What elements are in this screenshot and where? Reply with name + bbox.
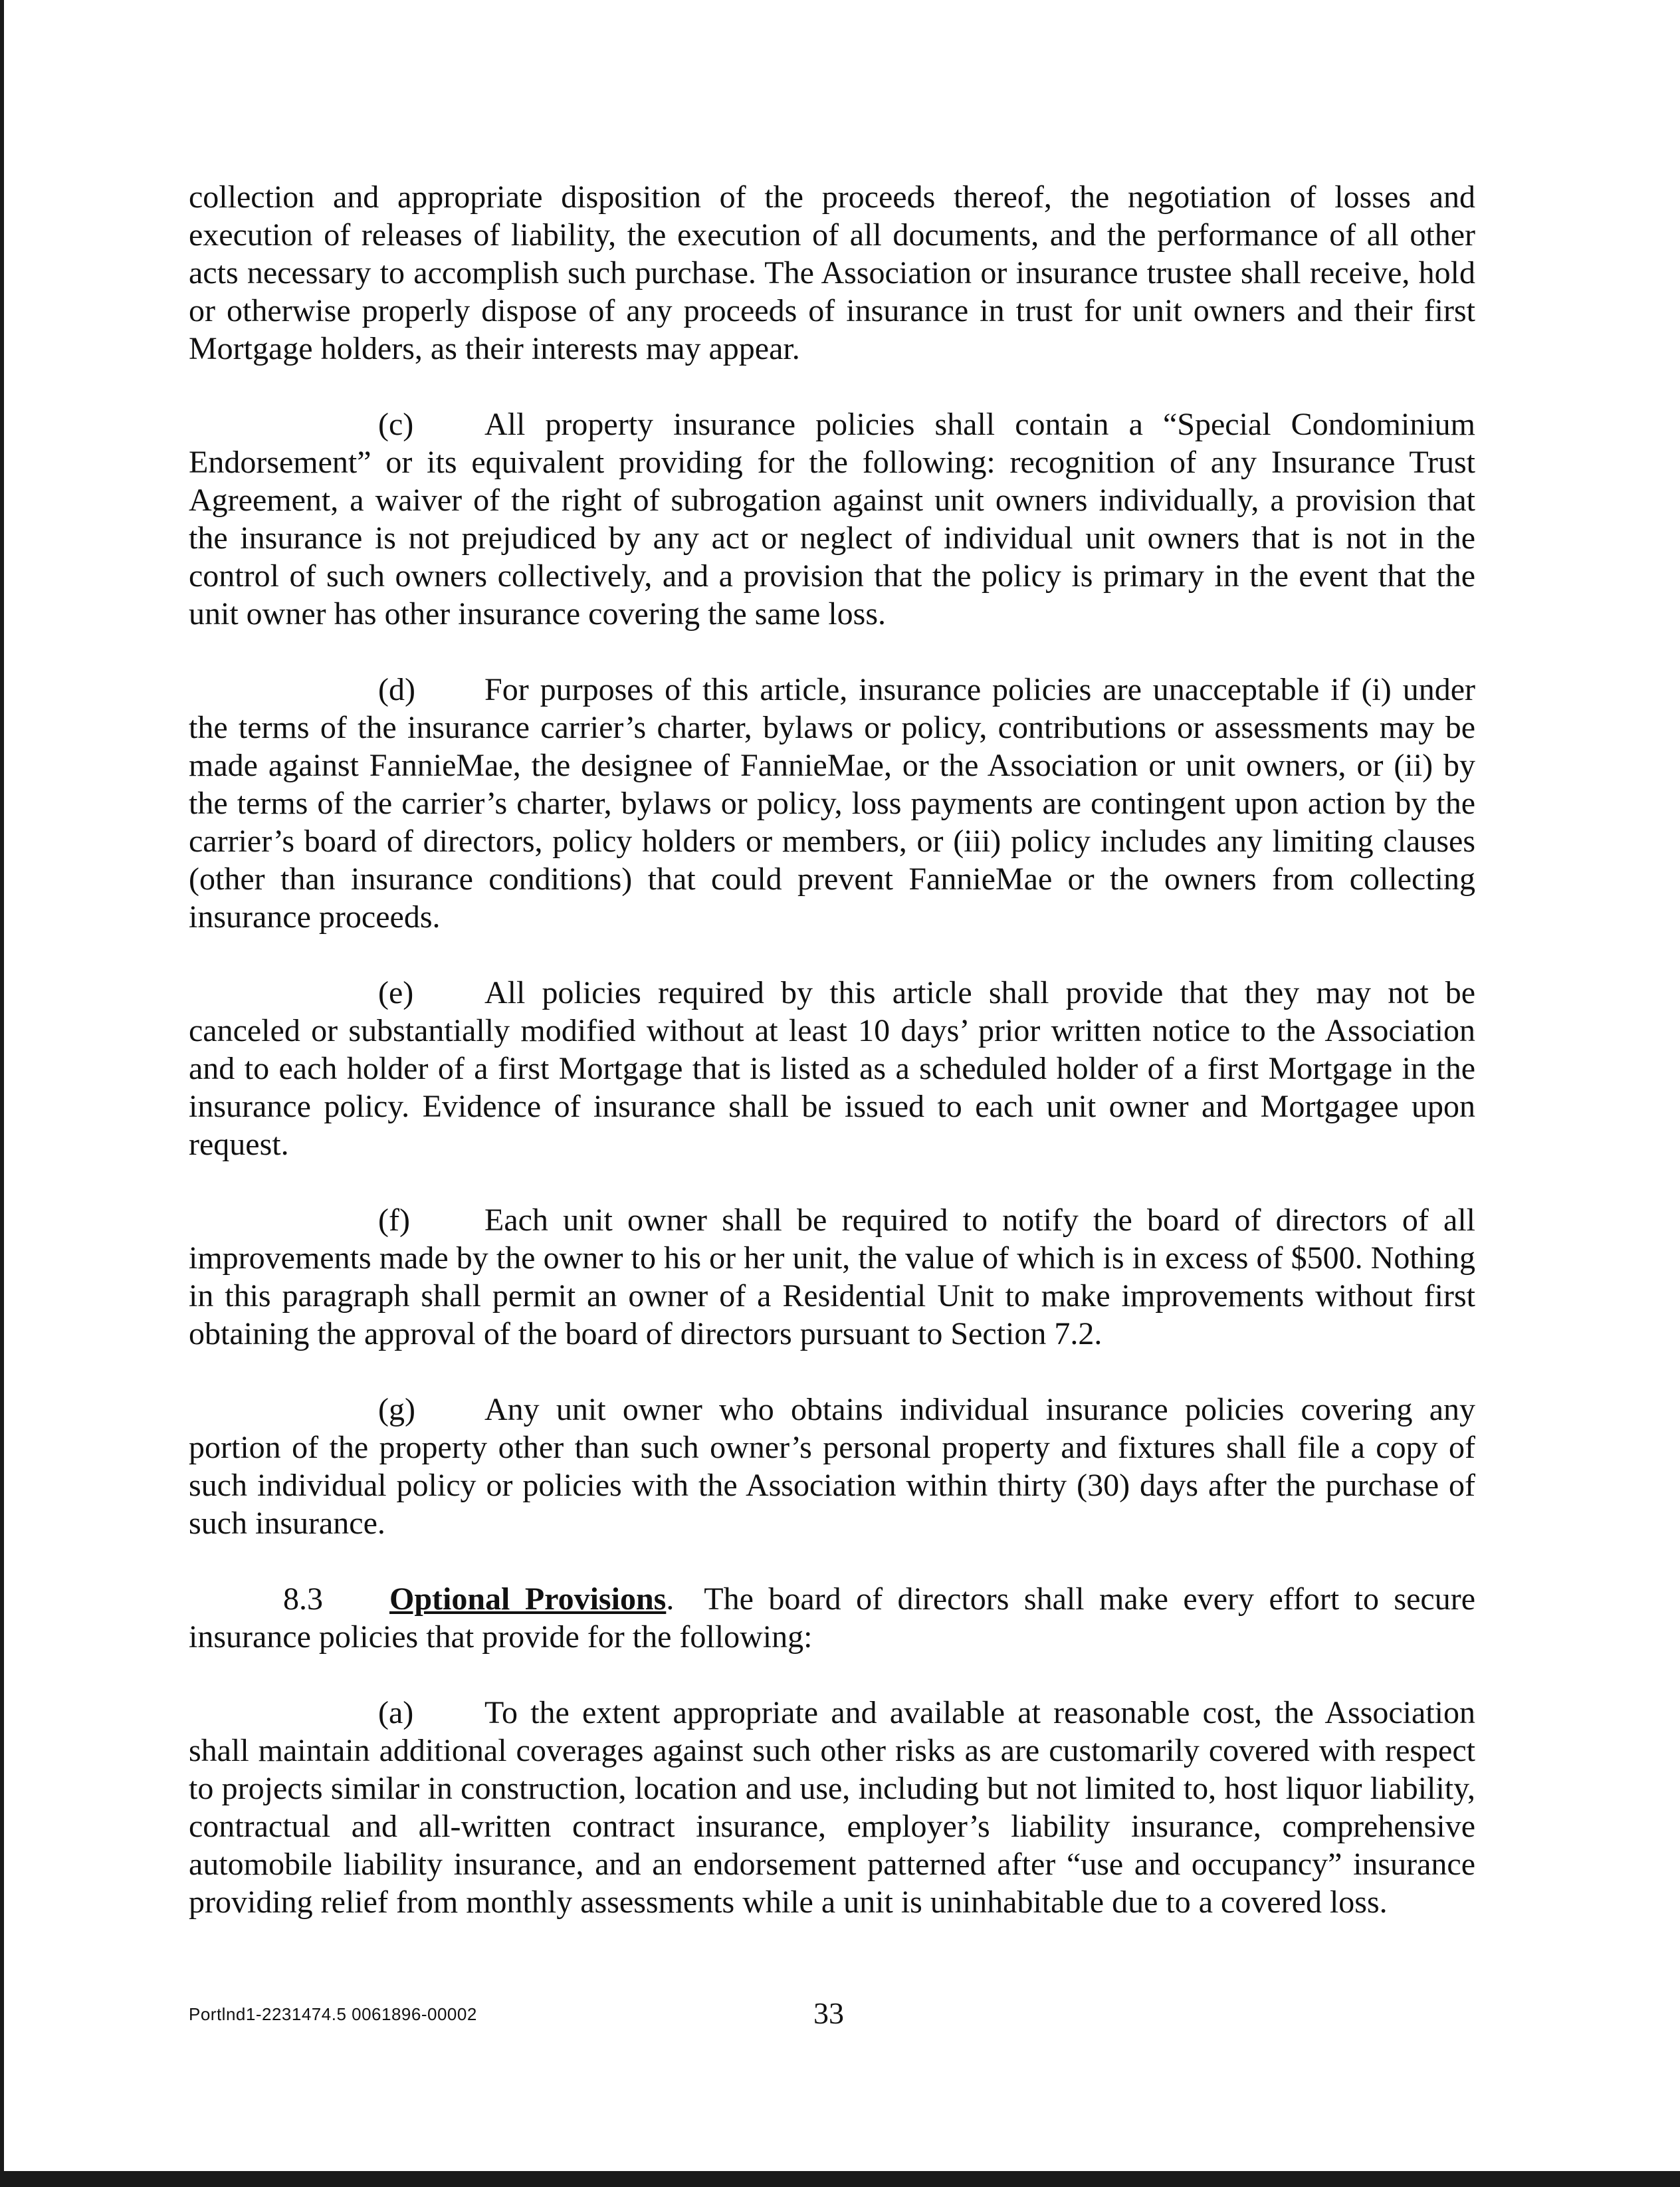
paragraph-g [189, 1391, 1475, 1542]
paragraph-label: (g) [378, 1392, 415, 1427]
paragraph-text: Any unit owner who obtains individual insurance policies covering any portion of the property other than such owner’s personal property and fixtures shall file a copy of such individual policy or policies with the Association within thirty (30) days after the purchase of such insurance. [189, 1392, 1475, 1541]
intro-paragraph-text: collection and appropriate disposition of the proceeds thereof, the negotiation of losses and execution of releases of liability, the execution of all documents, and the performance of all other acts necessary to accomplish such purchase. The Association or insurance trustee shall receive, hold or otherwise properly dispose of any proceeds of insurance in trust for unit owners and their first Mortgage holders, as their interests may appear. [189, 179, 1475, 366]
page-number: 33 [813, 1996, 844, 2030]
paragraph-label: (c) [378, 407, 414, 442]
paragraph-text: All property insurance policies shall contain a “Special Condominium Endorsement” or its equivalent providing for the following: recognition of any Insurance Trust Agreement, a waiver of the right of subrogation against unit owners individually, a provision that the insurance is not prejudiced by any act or neglect of individual unit owners that is not in the control of such owners collectively, and a provision that the policy is primary in the event that the unit owner has other insurance covering the same loss. [189, 407, 1475, 632]
scan-bottom-edge [0, 2171, 1680, 2187]
paragraph-c [189, 405, 1475, 633]
intro-paragraph [189, 178, 1475, 368]
paragraph-f [189, 1201, 1475, 1353]
paragraph-d [189, 671, 1475, 936]
paragraph-label: (e) [378, 975, 414, 1010]
paragraph-text: Each unit owner shall be required to notify the board of directors of all improvements made by the owner to his or her unit, the value of which is in excess of $500. Nothing in this paragraph shall permit an owner of a Residential Unit to make improvements without first obtaining the approval of the board of directors pursuant to Section 7.2. [189, 1203, 1475, 1351]
paragraph-text: To the extent appropriate and available at reasonable cost, the Association shall maintain additional coverages against such other risks as are customarily covered with respect to projects similar in construction, location and use, including but not limited to, host liquor liability, contractual and all-written contract insurance, employer’s liability insurance, comprehensive automobile liability insurance, and an endorsement patterned after “use and occupancy” insurance providing relief from monthly assessments while a unit is uninhabitable due to a covered loss. [189, 1695, 1475, 1920]
section-number: 8.3 [283, 1581, 323, 1617]
section-title-suffix: . [666, 1581, 675, 1617]
paragraph-label: (f) [378, 1203, 410, 1238]
paragraph-e [189, 974, 1475, 1163]
paragraph-label: (d) [378, 672, 415, 707]
footer-document-id: Portlnd1-2231474.5 0061896-00002 [189, 2004, 477, 2024]
section-8-3 [189, 1580, 1475, 1656]
paragraph-text: For purposes of this article, insurance policies are unacceptable if (i) under the terms of the insurance carrier’s charter, bylaws or policy, contributions or assessments may be made against FannieMae, the designee of FannieMae, or the Association or unit owners, or (ii) by the terms of the carrier’s charter, bylaws or policy, loss payments are contingent upon action by the carrier’s board of directors, policy holders or members, or (iii) policy includes any limiting clauses (other than insurance conditions) that could prevent FannieMae or the owners from collecting insurance proceeds. [189, 672, 1475, 935]
paragraph-a [189, 1694, 1475, 1921]
section-title: Optional Provisions [389, 1581, 667, 1617]
paragraph-label: (a) [378, 1695, 414, 1730]
section-text: The board of directors shall make every effort to secure insurance policies that provide for the following: [189, 1581, 1476, 1655]
document-body [189, 178, 1475, 1959]
paragraph-text: All policies required by this article shall provide that they may not be canceled or substantially modified without at least 10 days’ prior written notice to the Association and to each holder of a first Mortgage that is listed as a scheduled holder of a first Mortgage in the insurance policy. Evidence of insurance shall be issued to each unit owner and Mortgagee upon request. [189, 975, 1475, 1162]
scan-left-edge [0, 0, 4, 2187]
